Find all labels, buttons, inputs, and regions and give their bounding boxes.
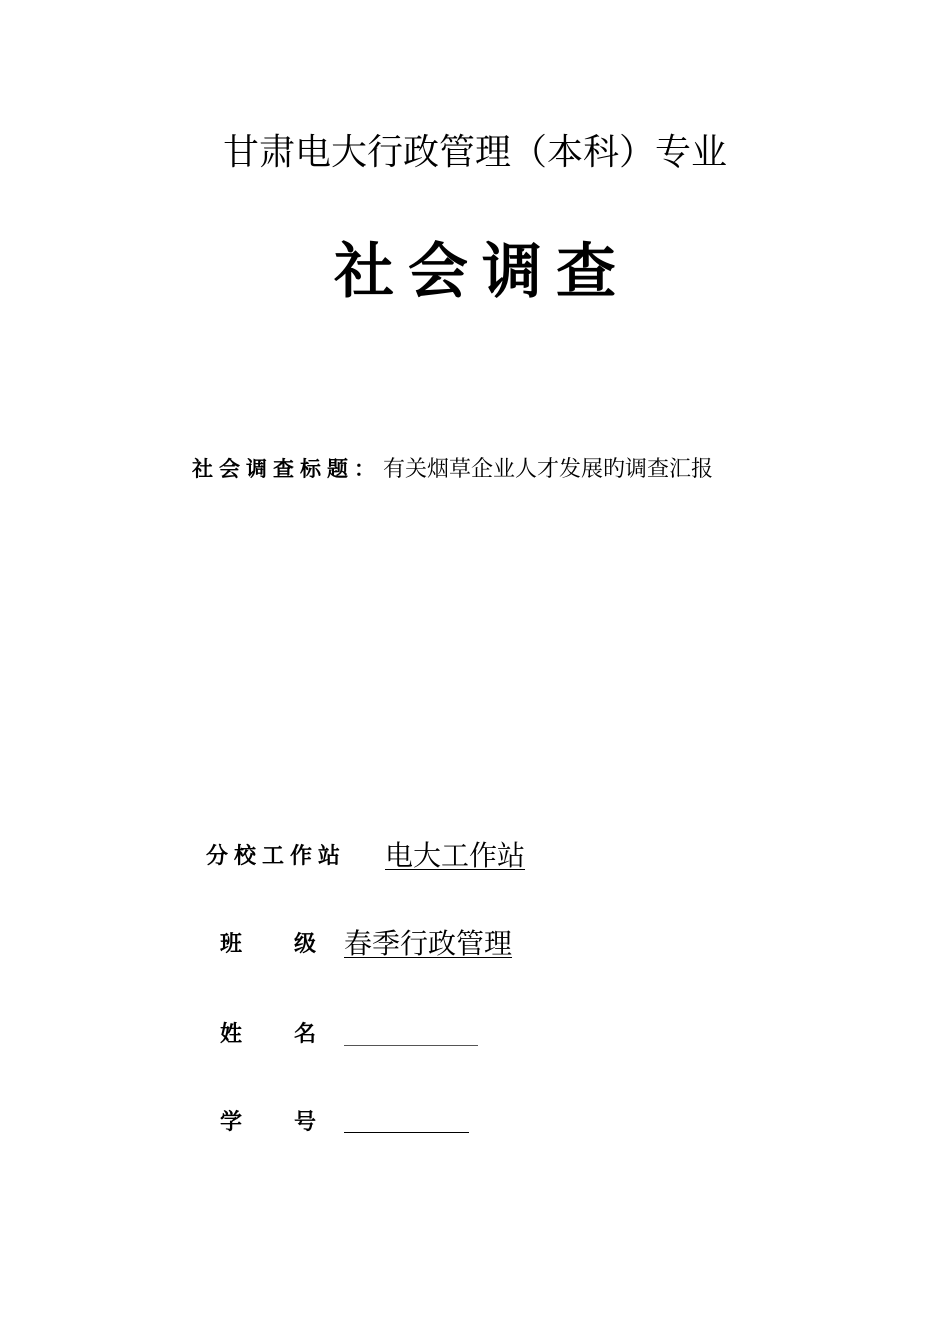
- student-id-row: [0, 1102, 950, 1142]
- name-row: [0, 1014, 950, 1054]
- topic-value: 有关烟草企业人才发展旳调查汇报: [383, 457, 714, 482]
- student-id-label-second: 号: [294, 1109, 317, 1135]
- branch-label: 分校工作站: [206, 843, 347, 869]
- name-label-second: 名: [294, 1021, 317, 1047]
- class-label-first: 班: [220, 931, 243, 957]
- topic-label: 社会调查标题：: [192, 456, 381, 481]
- topic-row: [192, 452, 713, 486]
- student-id-blank-line: [344, 1132, 469, 1133]
- student-id-label-first: 学: [220, 1109, 243, 1135]
- document-title: 社会调查: [334, 237, 630, 307]
- branch-row: [0, 836, 950, 876]
- name-blank-line: [344, 1045, 478, 1046]
- branch-value: 电大工作站: [385, 839, 526, 872]
- class-value: 春季行政管理: [344, 927, 513, 960]
- program-header: 甘肃电大行政管理（本科）专业: [222, 132, 727, 173]
- class-row: [0, 924, 950, 964]
- name-label-first: 姓: [220, 1021, 243, 1047]
- class-label-second: 级: [294, 931, 317, 957]
